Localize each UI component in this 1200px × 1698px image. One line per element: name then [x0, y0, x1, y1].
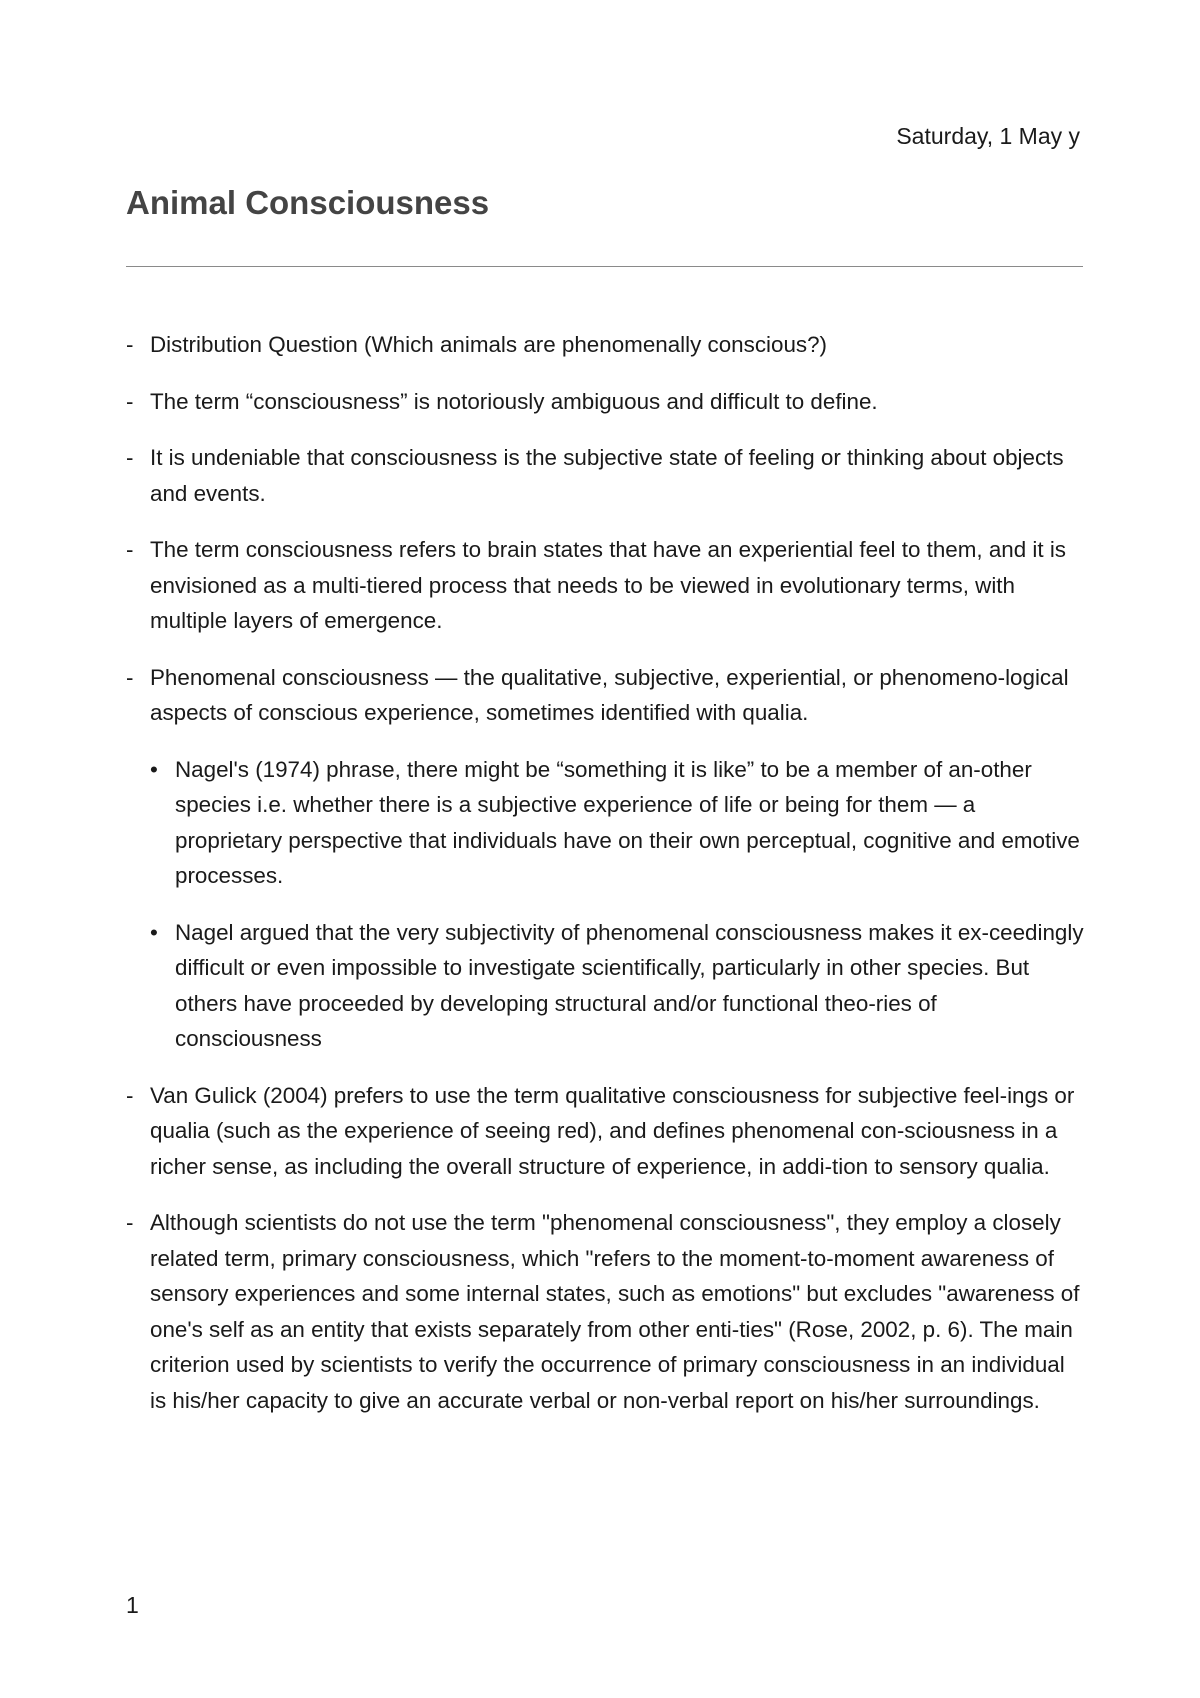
dash-marker: - — [126, 332, 134, 357]
list-item-text: The term “consciousness” is notoriously ambiguous and difficult to define. — [150, 388, 878, 414]
page-number: 1 — [126, 1592, 139, 1618]
list-item-text: It is undeniable that consciousness is the subjective state of feeling or thinking about objects and events. — [150, 445, 1064, 506]
sub-list-item — [126, 752, 1086, 894]
document-body — [126, 327, 1086, 1439]
dash-marker: - — [126, 388, 134, 414]
bullet-marker: • — [150, 919, 158, 945]
list-item — [126, 1205, 1086, 1418]
list-item — [126, 1078, 1086, 1185]
list-item — [126, 384, 1086, 420]
header-date: Saturday, 1 May y — [896, 123, 1080, 149]
bullet-marker: • — [150, 756, 158, 782]
dash-marker: - — [126, 664, 134, 690]
title-divider — [126, 266, 1083, 267]
list-item-text: Distribution Question (Which animals are phenomenally conscious?) — [150, 332, 828, 357]
list-item-text: The term consciousness refers to brain states that have an experiential feel to them, and it is envisioned as a multi-tiered process that needs to be viewed in evolutionary terms, with multiple layers of emergence. — [150, 537, 1067, 633]
dash-marker: - — [126, 445, 134, 470]
dash-marker: - — [126, 1210, 134, 1235]
sub-list-item-text: Nagel's (1974) phrase, there might be “something it is like” to be a member of an-other species i.e. whether there is a subjective experience of life or being for them — a proprietary perspective that individuals have on their own perceptual, cognitive and emotive processes. — [175, 756, 1080, 888]
list-item — [126, 440, 1086, 511]
list-item — [126, 532, 1086, 639]
list-item — [126, 327, 1086, 363]
dash-marker: - — [126, 1082, 134, 1108]
list-item — [126, 660, 1086, 731]
sub-list-item-text: Nagel argued that the very subjectivity of phenomenal consciousness makes it ex-ceedingly difficult or even impossible to investigate scientifically, particularly in other species. But others have proceeded by developing structural and/or functional theo-ries of consciousness — [175, 919, 1084, 1051]
list-item-text: Van Gulick (2004) prefers to use the term qualitative consciousness for subjective feel-ings or qualia (such as the experience of seeing red), and defines phenomenal con-sciousness in a richer sense, as including the overall structure of experience, in addi-tion to sensory qualia. — [150, 1082, 1075, 1179]
list-item-text: Although scientists do not use the term "phenomenal consciousness", they employ a closely related term, primary consciousness, which "refers to the moment-to-moment awareness of sensory experiences and some internal states, such as emotions" but excludes "awareness of one's self as an entity that exists separately from other enti-ties" (Rose, 2002, p. 6). The main criterion used by scientists to verify the occurrence of primary consciousness in an individual is his/her capacity to give an accurate verbal or non-verbal report on his/her surroundings. — [150, 1210, 1080, 1413]
page-title: Animal Consciousness — [126, 184, 490, 221]
dash-marker: - — [126, 537, 134, 562]
list-item-text: Phenomenal consciousness — the qualitative, subjective, experiential, or phenomeno-logical aspects of conscious experience, sometimes identified with qualia. — [150, 664, 1069, 725]
sub-list-item — [126, 915, 1086, 1057]
